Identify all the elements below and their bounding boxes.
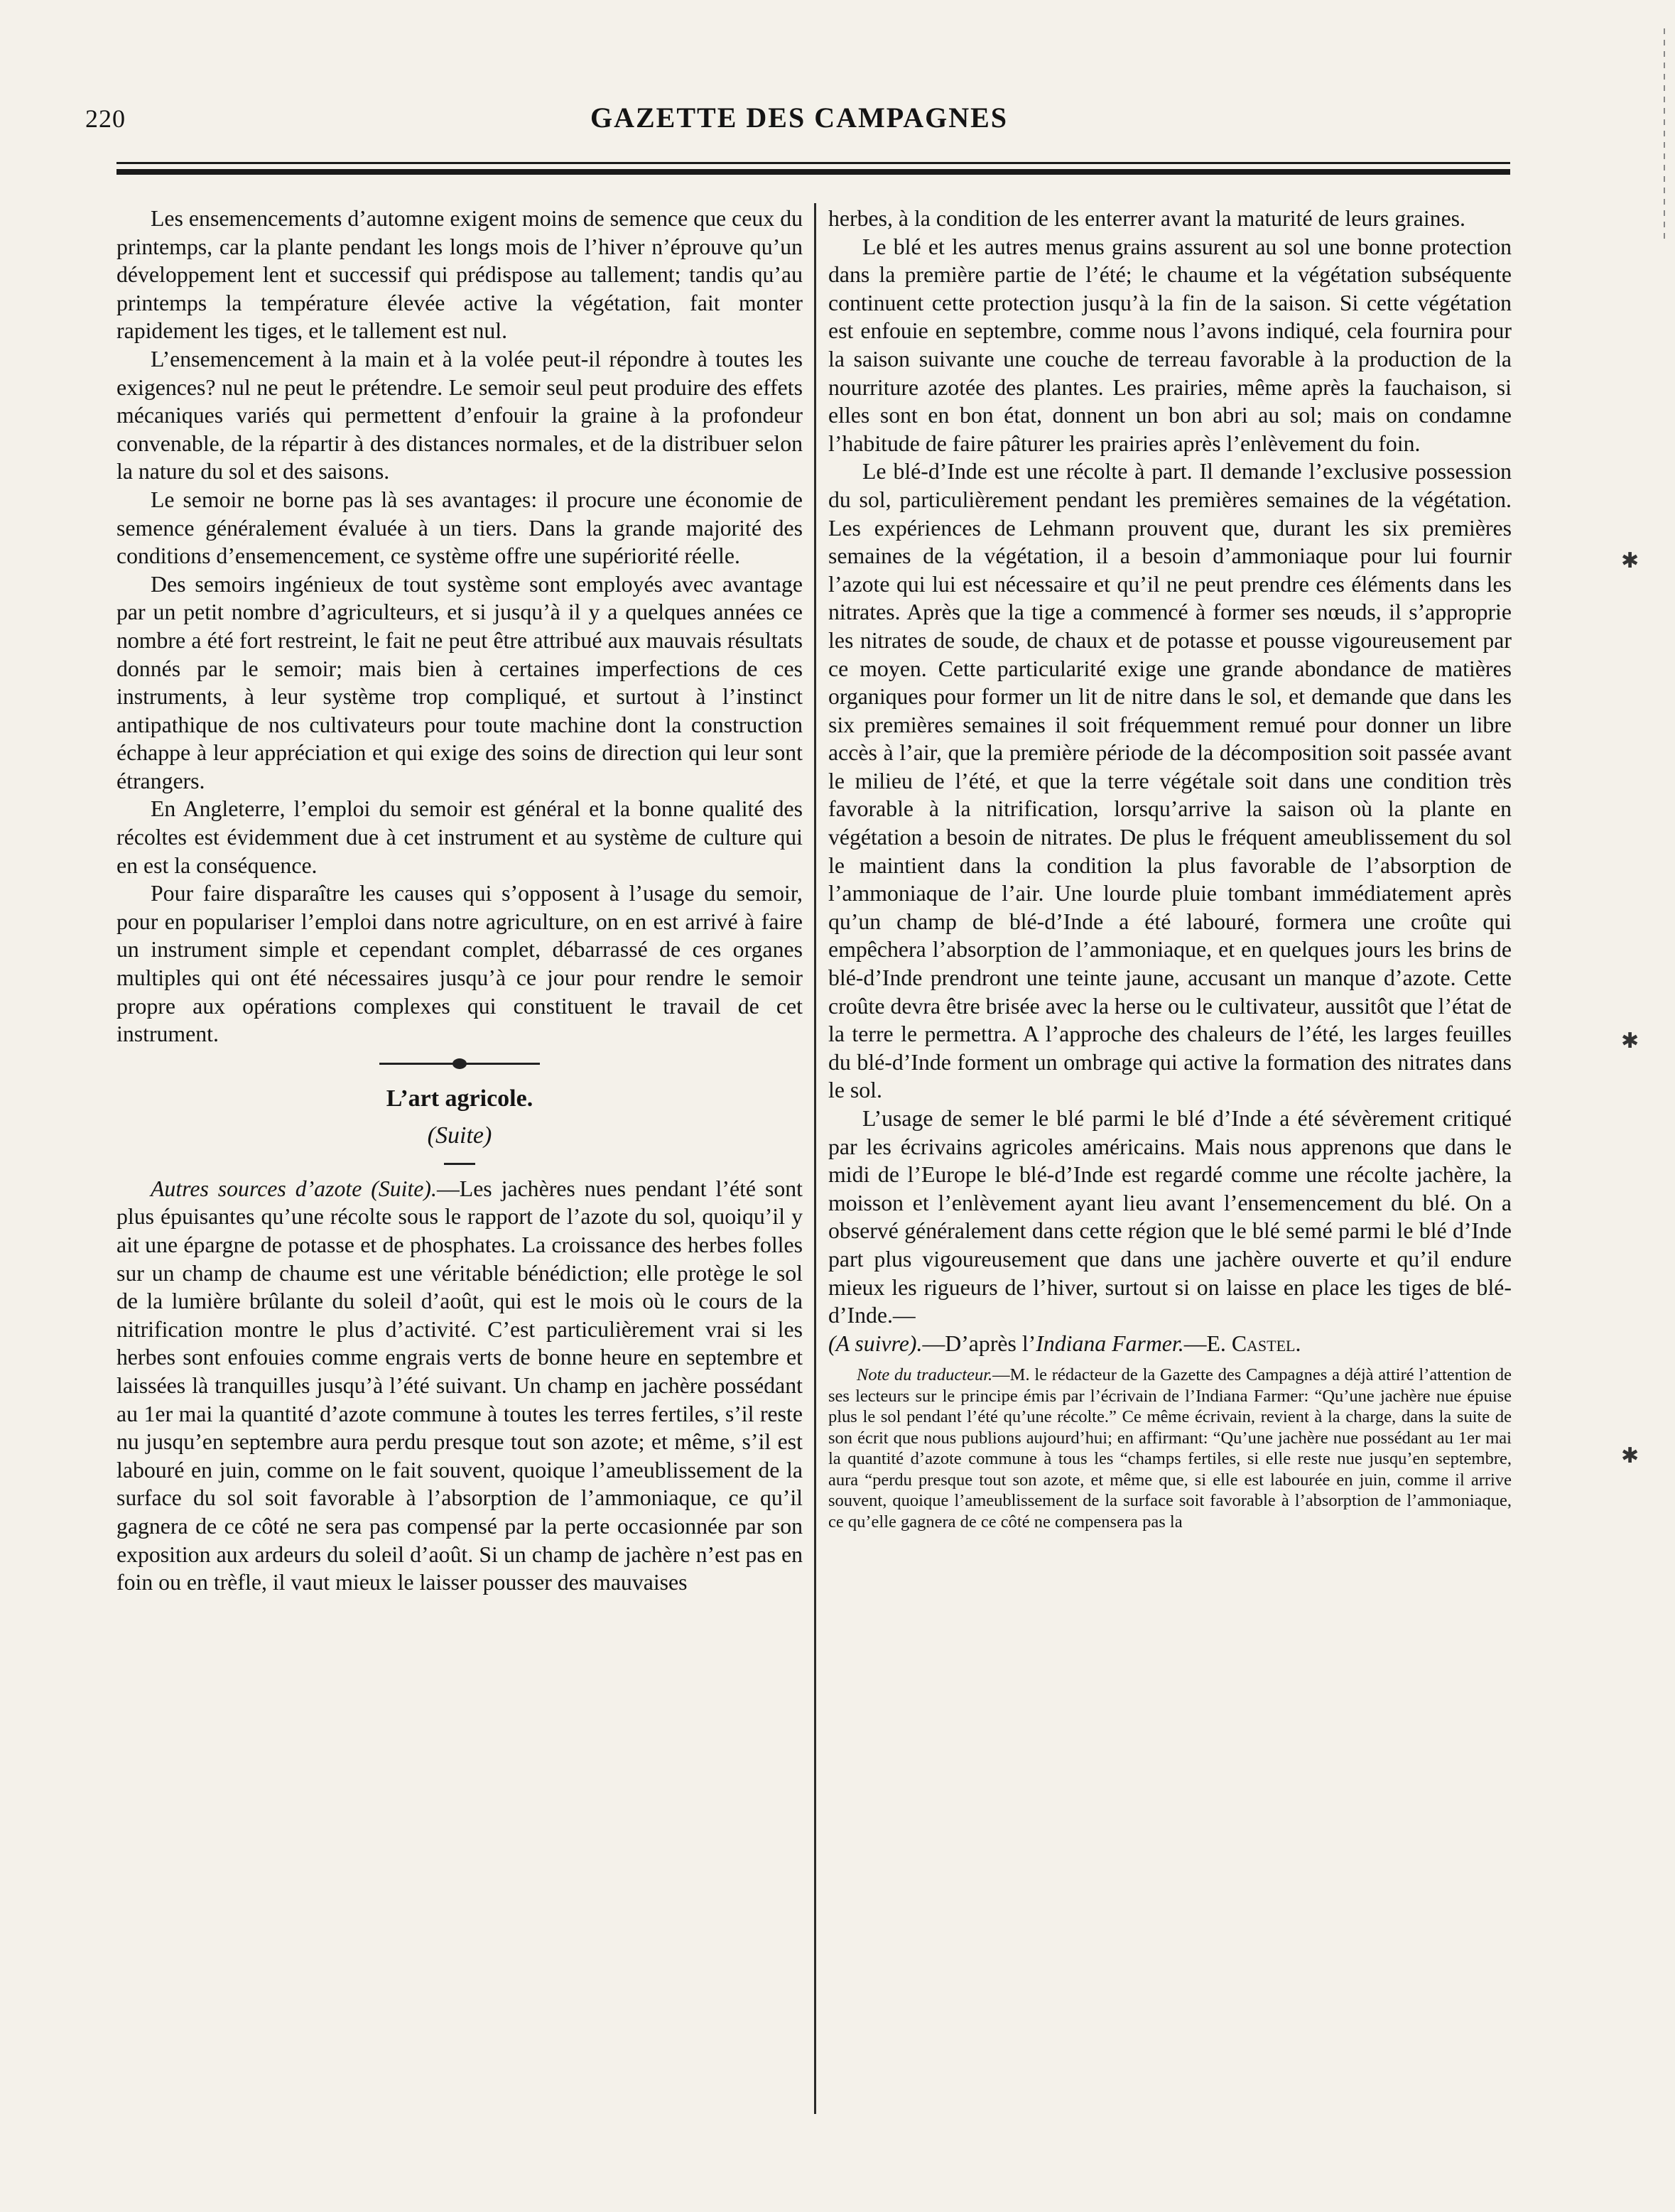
paragraph: Le semoir ne borne pas là ses avantages: il procure une économie de semence généralement évaluée à un tiers. Dans la grande majorité des conditions d’ensemencement, ce système offre une supériorité réelle. [116,487,803,569]
paragraph: En Angleterre, l’emploi du semoir est général et la bonne qualité des récoltes est évidemment due à cet instrument et au système de culture qui en est la conséquence. [116,796,803,878]
header-rule-thick [116,169,1510,175]
paragraph: Pour faire disparaître les causes qui s’opposent à l’usage du semoir, pour en populariser l’emploi dans notre agriculture, on en est arrivé à faire un instrument simple et cependant complet, débarrassé de ces organes multiples qui ont été nécessaires jusqu’à ce jour pour rendre le semoir propre aux opérations complexes qui constituent le travail de cet instrument. [116,881,803,1047]
page-number: 220 [85,104,126,133]
paragraph: Des semoirs ingénieux de tout système sont employés avec avantage par un petit nombre d’agriculteurs, et si jusqu’à il y a quelques années ce nombre a été fort restreint, le fait ne peut être attribué aux mauvais résultats donnés par le semoir; mais bien à certaines imperfections de ces instruments, à leur système trop compliqué, et surtout à l’instinct antipathique de nos cultivateurs pour toute machine dont la construction échappe à leur appréciation et qui exige des soins de direction qui leur sont étrangers. [116,571,803,793]
page-edge-mark [1664,28,1665,242]
section-separator [379,1063,540,1065]
paragraph: Les ensemencements d’automne exigent moins de semence que ceux du printemps, car la plante pendant les longs mois de l’hiver n’éprouve qu’un développement lent et successif qui prédispose au tallement; tandis qu’au printemps la température élevée active la végétation, fait monter rapidement les tiges, et le tallement est nul. [116,206,803,344]
signoff-source-prefix: —D’après l’ [922,1330,1036,1356]
journal-title: GAZETTE DES CAMPAGNES [590,102,1008,134]
section-subheading: (Suite) [427,1122,492,1149]
to-be-continued: (A suivre). [828,1330,923,1356]
margin-mark: ✱ [1621,548,1639,573]
signoff-author: —E. Castel. [1183,1330,1301,1356]
paragraph [828,1105,1512,1357]
article-paragraph [116,1175,803,1597]
left-column [116,205,803,2122]
column-divider [814,203,816,2114]
page-header [85,99,1513,142]
article-lead: Autres sources d’azote (Suite). [151,1176,437,1201]
section-heading: L’art agricole. [386,1085,533,1112]
paragraph: Le blé et les autres menus grains assurent au sol une bonne protection dans la première partie de l’été; le chaume et la végétation subséquente continuent cette protection jusqu’à la fin de la saison. Si cette végétation est enfouie en septembre, comme nous l’avons indiqué, cela fournira pour la saison suivante une couche de terreau favorable à la production de la nourriture azotée des plantes. Les prairies, même après la fauchaison, si elles sont en bon état, donnent un bon abri au sol; mais on condamne l’habitude de faire pâturer les prairies après l’enlèvement du foin. [828,234,1512,456]
right-column [828,205,1512,2122]
paragraph: L’ensemencement à la main et à la volée peut-il répondre à toutes les exigences? nul ne peut le prétendre. Le semoir seul peut produire des effets mécaniques variés qui permettent d’enfouir la graine à la profondeur convenable, de la répartir à des distances normales, et de la distribuer selon la nature du sol et des saisons. [116,346,803,484]
margin-mark: ✱ [1621,1443,1639,1468]
paragraph: Le blé-d’Inde est une récolte à part. Il demande l’exclusive possession du sol, particulièrement pendant les premières semaines de la végétation. Les expériences de Lehmann prouvent que, durant les six premières semaines de la végétation, il a besoin d’ammoniaque pour lui fournir l’azote qui lui est nécessaire et qu’il ne peut prendre ces éléments dans les nitrates. Après que la tige a commencé à former ses nœuds, il s’approprie les nitrates de soude, de chaux et de potasse et pousse vigoureusement par ce moyen. Cette particularité exige une grande abondance de matières organiques pour former un lit de nitre dans le sol, et demande que dans les six premières semaines il soit fréquemment remué pour donner un libre accès à l’air, que la première période de la décomposition soit passée avant le milieu de l’été, et que la terre végétale soit dans une condition très favorable à la nitrification, lorsqu’arrive la saison où la plante en végétation a besoin de nitrates. De plus le fréquent ameublissement du sol le maintient dans la condition la plus favorable de l’absorption de l’ammoniaque de l’air. Une lourde pluie tombant immédiatement après qu’un champ de blé-d’Inde a été labouré, formera une croûte qui empêchera l’absorption de l’ammoniaque, et en quelques jours les brins de blé-d’Inde prendront une teinte jaune, accusant un manque d’azote. Cette croûte devra être brisée avec la herse ou le cultivateur, aussitôt que l’état de la terre le permettra. A l’approche des chaleurs de l’été, les larges feuilles du blé-d’Inde forment un ombrage qui active la formation des nitrates dans le sol. [828,459,1512,1103]
article-body: —Les jachères nues pendant l’été sont plus épuisantes qu’une récolte sous le rapport de l’azote du sol, quoiqu’il y ait une épargne de potasse et de phosphates. La croissance des herbes folles sur un champ de chaume est une véritable bénédiction; elle protège le sol de la lumière brûlante du soleil d’août, qui est le mois où le cours de la nitrification montre le plus d’activité. C’est particulièrement vrai si les herbes sont enfouies comme engrais verts de bonne heure en septembre et laissées là tranquilles jusqu’à l’été suivant. Un champ en jachère possédant au 1er mai la quantité d’azote commune à toutes les terres fertiles, s’il reste nu jusqu’en septembre aura perdu presque tout son azote; et même, s’il est labouré en juin, comme on le fait souvent, quoique l’ameublissement de la surface du sol soit favorable à l’absorption de l’ammoniaque, ce qu’il gagnera de ce côté ne sera pas compensé par la perte occasionnée par son exposition aux ardeurs du soleil d’août. Si un champ de jachère n’est pas en foin ou en trèfle, il vaut mieux le laisser pousser des mauvaises [116,1176,803,1595]
margin-mark: ✱ [1621,1029,1639,1053]
note-label: Note du traducteur. [857,1365,993,1385]
paragraph-text: L’usage de semer le blé parmi le blé d’Inde a été sévèrement critiqué par les écrivains agricoles américains. Mais nous apprenons que dans le midi de l’Europe le blé-d’Inde est regardé comme une récolte jachère, la moisson et l’enlèvement ayant lieu avant l’ensemencement du blé. On a observé généralement dans cette région que le blé semé parmi le blé d’Inde part plus vigoureusement que dans une jachère ouverte et qu’il endure mieux les rigueurs de l’hiver, surtout si on laisse en place les tiges de blé-d’Inde.— [828,1106,1512,1328]
header-rule-thin [116,162,1510,164]
note-text: —M. le rédacteur de la Gazette des Campagnes a déjà attiré l’attention de ses lecteurs sur le principe émis par l’écrivain de l’Indiana Farmer: “Qu’une jachère nue épuise plus le sol pendant l’été qu’une récolte.” Ce même écrivain, revient à la charge, dans la suite de son écrit que nous publions aujourd’hui; en affirmant: “Qu’une jachère nue possédant au 1er mai la quantité d’azote commune à tous les “champs fertiles, si elle reste nue jusqu’en septembre, aura “perdu presque tout son azote, et même que, si elle est labourée en juin, comme il arrive souvent, quoique l’ameublissement de la surface soit favorable à l’absorption de l’ammoniaque, ce qu’elle gagnera de ce côté ne compensera pas la [828,1365,1512,1531]
translator-note [828,1365,1512,1532]
signoff-source: Indiana Farmer. [1036,1330,1184,1356]
paragraph: herbes, à la condition de les enterrer avant la maturité de leurs graines. [828,206,1466,231]
short-rule [444,1163,475,1165]
